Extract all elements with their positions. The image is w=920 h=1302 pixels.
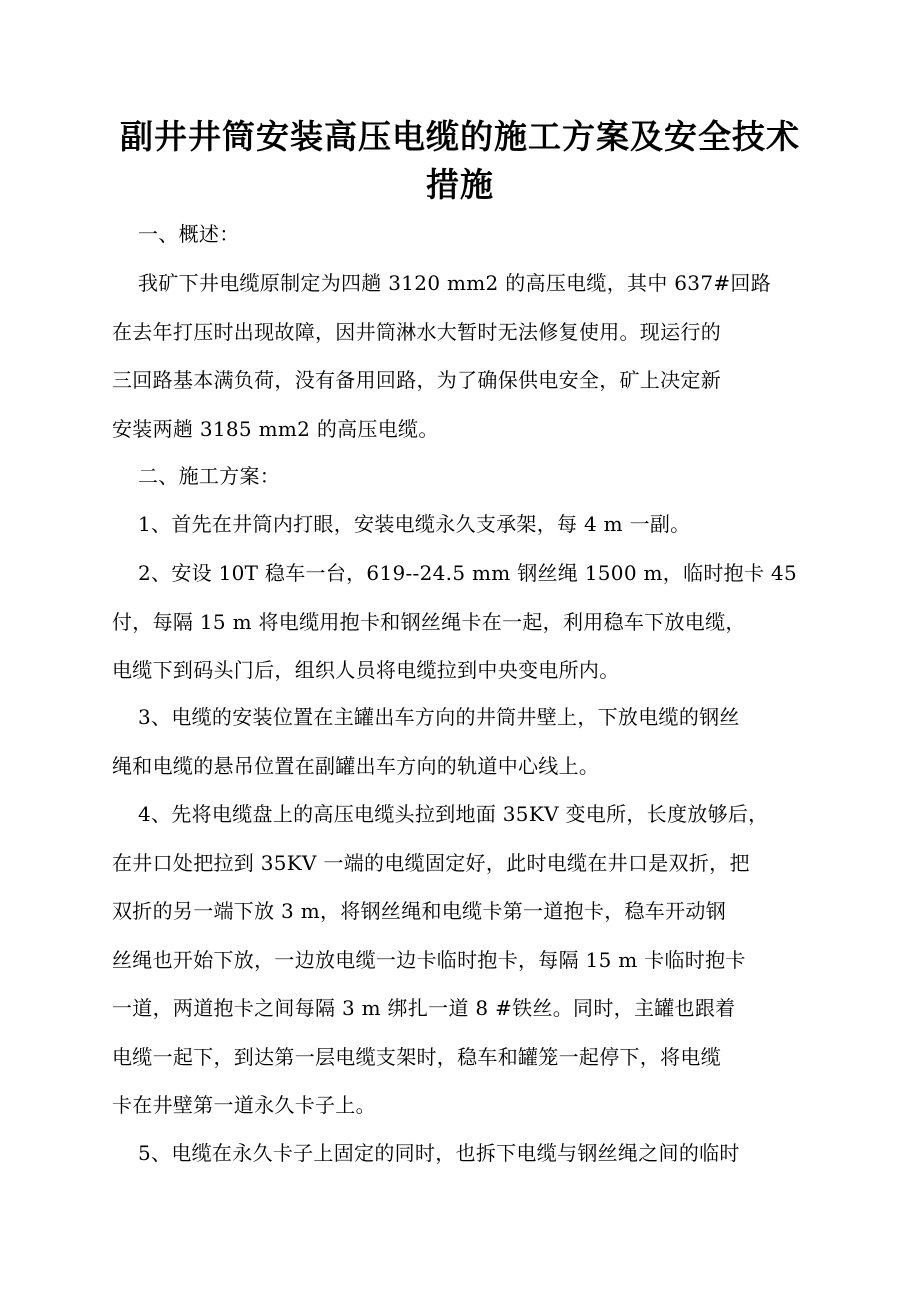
overview-heading-text: 一、概述：: [138, 222, 240, 246]
paragraph-line: 三回路基本满负荷，没有备用回路，为了确保供电安全，矿上决定新: [112, 368, 721, 392]
plan-item-3: [112, 693, 820, 790]
paragraph-line: 丝绳也开始下放，一边放电缆一边卡临时抱卡，每隔 15 m 卡临时抱卡: [112, 947, 746, 972]
overview-heading: [112, 210, 820, 259]
plan-item-4: [112, 790, 820, 1130]
paragraph-line: 2、安设 10T 稳车一台，619--24.5 mm 钢丝绳 1500 m，临时抱卡 45: [138, 561, 797, 585]
paragraph-line: 电缆一起下，到达第一层电缆支架时，稳车和罐笼一起停下，将电缆: [112, 1044, 721, 1069]
paragraph-line: 在去年打压时出现故障，因井筒淋水大暂时无法修复使用。现运行的: [112, 319, 721, 344]
paragraph-line: 电缆下到码头门后，组织人员将电缆拉到中央变电所内。: [112, 658, 620, 682]
plan-item-5: [112, 1129, 820, 1178]
plan-item-1: [112, 500, 820, 549]
paragraph-line: 1、首先在井筒内打眼，安装电缆永久支承架，每 4 m 一副。: [138, 512, 691, 536]
paragraph-line: 我矿下井电缆原制定为四趟 3120 mm2 的高压电缆，其中 637#回路: [138, 271, 772, 295]
paragraph-line: 卡在井壁第一道永久卡子上。: [112, 1093, 376, 1117]
paragraph-line: 一道，两道抱卡之间每隔 3 m 绑扎一道 8 #铁丝。同时，主罐也跟着: [112, 996, 736, 1020]
document-title-line-1: 副井井筒安装高压电缆的施工方案及安全技术: [120, 117, 800, 156]
paragraph-line: 付，每隔 15 m 将电缆用抱卡和钢丝绳卡在一起，利用稳车下放电缆，: [112, 609, 746, 634]
paragraph-line: 4、先将电缆盘上的高压电缆头拉到地面 35KV 变电所，长度放够后，: [138, 802, 769, 826]
paragraph-line: 双折的另一端下放 3 m，将钢丝绳和电缆卡第一道抱卡，稳车开动钢: [112, 899, 727, 923]
paragraph-line: 绳和电缆的悬吊位置在副罐出车方向的轨道中心线上。: [112, 753, 600, 778]
paragraph-line: 5、电缆在永久卡子上固定的同时，也拆下电缆与钢丝绳之间的临时: [138, 1141, 740, 1165]
paragraph-line: 在井口处把拉到 35KV 一端的电缆固定好，此时电缆在井口是双折，把: [112, 850, 750, 875]
paragraph-line: 3、电缆的安装位置在主罐出车方向的井筒井壁上，下放电缆的钢丝: [138, 705, 740, 729]
paragraph-line: 安装两趟 3185 mm2 的高压电缆。: [112, 416, 439, 441]
plan-heading: [112, 452, 820, 501]
overview-paragraph: [112, 259, 820, 453]
document-title-line-2: 措施: [426, 165, 494, 204]
plan-heading-text: 二、施工方案：: [138, 464, 281, 488]
plan-item-2: [112, 549, 820, 695]
